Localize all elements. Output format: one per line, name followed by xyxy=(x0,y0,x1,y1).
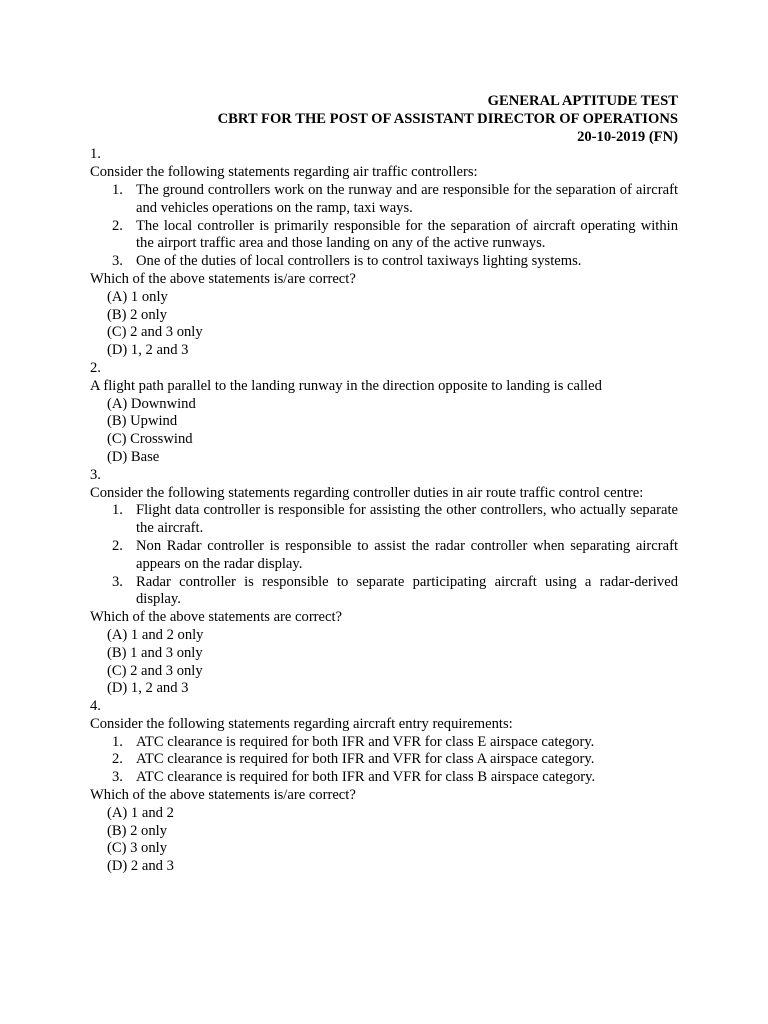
question-prompt: Which of the above statements are correct? xyxy=(90,609,343,626)
statement-text: The local controller is primarily responsible for the separation of aircraft operating within the airport traffic area and those landing on any of the active runways. xyxy=(136,217,678,252)
question-1 xyxy=(90,146,678,360)
statement-number: 2. xyxy=(112,217,123,234)
statement-item xyxy=(90,574,678,610)
statement-item xyxy=(90,182,678,218)
option-a: (A) 1 only xyxy=(107,288,168,305)
statement-item xyxy=(90,751,678,769)
statement-number: 1. xyxy=(112,733,123,750)
option-d: (D) 1, 2 and 3 xyxy=(107,680,189,697)
statement-text: ATC clearance is required for both IFR and VFR for class E airspace category. xyxy=(136,733,595,750)
option-b: (B) 2 only xyxy=(107,822,167,839)
option-a: (A) 1 and 2 only xyxy=(107,626,204,643)
option-a: (A) 1 and 2 xyxy=(107,804,174,821)
statement-text: Radar controller is responsible to separate participating aircraft using a radar-derived display. xyxy=(136,573,678,608)
statement-item xyxy=(90,253,678,271)
statement-item xyxy=(90,218,678,254)
option-d: (D) 2 and 3 xyxy=(107,858,174,875)
option-c: (C) 2 and 3 only xyxy=(107,662,203,679)
exam-date: 20-10-2019 (FN) xyxy=(577,128,678,145)
option-b: (B) Upwind xyxy=(107,413,178,430)
statement-item xyxy=(90,502,678,538)
question-number: 4. xyxy=(90,698,101,715)
option-a: (A) Downwind xyxy=(107,395,196,412)
statement-number: 3. xyxy=(112,573,123,590)
statement-text: ATC clearance is required for both IFR and VFR for class A airspace category. xyxy=(136,751,595,768)
statement-number: 3. xyxy=(112,253,123,270)
statement-list xyxy=(90,182,678,271)
question-number: 2. xyxy=(90,359,101,376)
option-c: (C) 3 only xyxy=(107,840,167,857)
document-page xyxy=(90,93,678,876)
question-prompt: Which of the above statements is/are correct? xyxy=(90,270,356,287)
option-list xyxy=(90,627,678,698)
option-b: (B) 2 only xyxy=(107,306,167,323)
test-title: GENERAL APTITUDE TEST xyxy=(487,93,678,109)
statement-text: One of the duties of local controllers is to control taxiways lighting systems. xyxy=(136,253,582,270)
option-d: (D) Base xyxy=(107,448,160,465)
option-c: (C) 2 and 3 only xyxy=(107,324,203,341)
option-list xyxy=(90,396,678,467)
question-stem: Consider the following statements regarding air traffic controllers: xyxy=(90,164,478,181)
post-title: CBRT FOR THE POST OF ASSISTANT DIRECTOR OF OPERATIONS xyxy=(217,110,678,127)
statement-number: 1. xyxy=(112,502,123,519)
statement-list xyxy=(90,502,678,609)
statement-number: 1. xyxy=(112,181,123,198)
option-list xyxy=(90,289,678,360)
statement-number: 2. xyxy=(112,751,123,768)
option-b: (B) 1 and 3 only xyxy=(107,644,203,661)
statement-item xyxy=(90,769,678,787)
question-4 xyxy=(90,698,678,876)
question-3 xyxy=(90,467,678,698)
question-stem: Consider the following statements regarding controller duties in air route traffic control centre: xyxy=(90,484,644,501)
question-stem: A flight path parallel to the landing runway in the direction opposite to landing is called xyxy=(90,377,602,394)
question-stem: Consider the following statements regarding aircraft entry requirements: xyxy=(90,715,513,732)
question-number: 1. xyxy=(90,146,101,163)
statement-text: Non Radar controller is responsible to assist the radar controller when separating aircraft appears on the radar display. xyxy=(136,537,678,572)
question-number: 3. xyxy=(90,466,101,483)
question-prompt: Which of the above statements is/are correct? xyxy=(90,787,356,804)
statement-list xyxy=(90,734,678,787)
option-c: (C) Crosswind xyxy=(107,431,193,448)
statement-number: 2. xyxy=(112,537,123,554)
option-d: (D) 1, 2 and 3 xyxy=(107,342,189,359)
statement-text: The ground controllers work on the runway and are responsible for the separation of aircraft and vehicles operations on the ramp, taxi ways. xyxy=(136,181,678,216)
option-list xyxy=(90,805,678,876)
statement-item xyxy=(90,734,678,752)
document-header xyxy=(90,93,678,146)
statement-text: Flight data controller is responsible for assisting the other controllers, who actually separate the aircraft. xyxy=(136,502,678,537)
statement-number: 3. xyxy=(112,769,123,786)
question-2 xyxy=(90,360,678,467)
statement-text: ATC clearance is required for both IFR and VFR for class B airspace category. xyxy=(136,769,596,786)
statement-item xyxy=(90,538,678,574)
